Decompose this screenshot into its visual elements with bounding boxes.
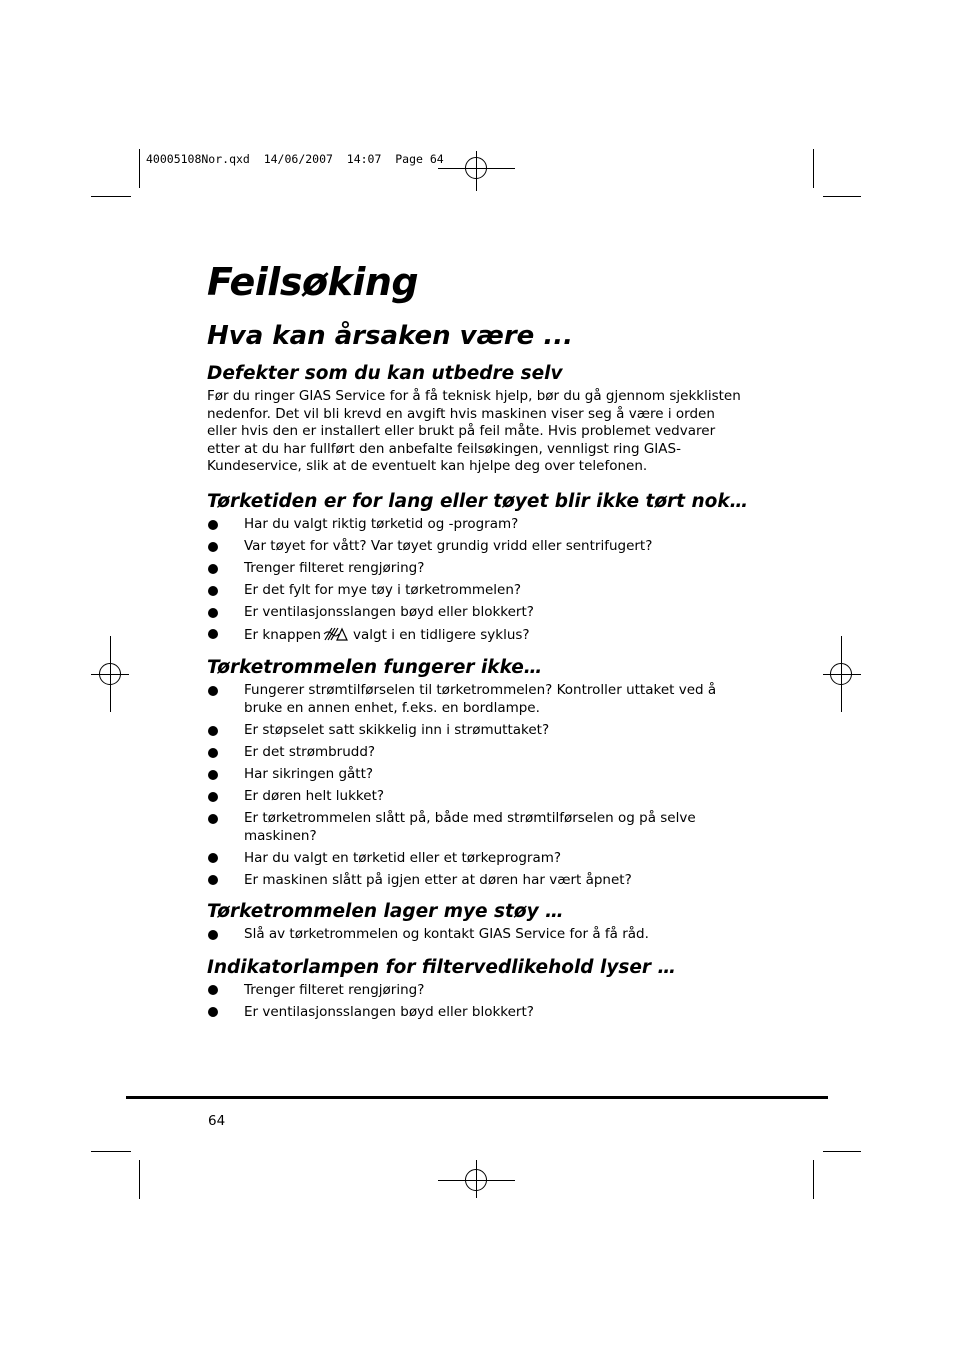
checklist-noise — [207, 926, 752, 944]
intro-line: etter at du har fullført den anbefalte feilsøkingen, vennligst ring GIAS- — [207, 440, 681, 457]
page-title: Feilsøking — [207, 260, 419, 304]
registration-circle — [465, 1169, 487, 1191]
bullet-icon — [208, 564, 218, 574]
registration-circle — [465, 157, 487, 179]
bullet-icon — [208, 629, 218, 639]
bullet-icon — [208, 930, 218, 940]
crop-mark — [813, 1160, 814, 1199]
bullet-icon — [208, 520, 218, 530]
bullet-icon — [208, 748, 218, 758]
list-item: Trenger filteret rengjøring? — [207, 560, 752, 578]
section-heading-noise: Tørketrommelen lager mye støy … — [207, 901, 564, 923]
checklist-drying-time — [207, 516, 752, 648]
checklist-not-working — [207, 682, 752, 889]
bullet-icon — [208, 985, 218, 995]
crop-mark — [813, 149, 814, 188]
crop-mark — [823, 196, 861, 197]
checklist-filter-lamp — [207, 982, 752, 1022]
intro-line: nedenfor. Det vil bli krevd en avgift hvis maskinen viser seg å være i orden — [207, 405, 715, 422]
list-item: Er ventilasjonsslangen bøyd eller blokkert? — [207, 1004, 752, 1022]
list-item: Har du valgt riktig tørketid og -program? — [207, 516, 752, 534]
list-item: Har sikringen gått? — [207, 766, 752, 784]
list-item: Trenger filteret rengjøring? — [207, 982, 752, 1000]
intro-line: Kundeservice, slik at de eventuelt kan hjelpe deg over telefonen. — [207, 458, 648, 475]
list-item: Er støpselet satt skikkelig inn i strømuttaket? — [207, 722, 752, 740]
bullet-icon — [208, 770, 218, 780]
list-item: Er tørketrommelen slått på, både med strømtilførselen og på selve maskinen? — [207, 810, 752, 845]
intro-line: eller hvis den er installert eller brukt på feil måte. Hvis problemet vedvarer — [207, 423, 716, 440]
list-item: Slå av tørketrommelen og kontakt GIAS Service for å få råd. — [207, 926, 752, 944]
bullet-icon — [208, 814, 218, 824]
registration-circle — [99, 663, 121, 685]
bullet-icon — [208, 726, 218, 736]
list-item: Har du valgt en tørketid eller et tørkeprogram? — [207, 850, 752, 868]
bullet-icon — [208, 1007, 218, 1017]
crop-mark — [139, 149, 140, 188]
bullet-icon — [208, 792, 218, 802]
intro-line: Før du ringer GIAS Service for å få teknisk hjelp, bør du gå gjennom sjekklisten — [207, 388, 741, 404]
page-content — [207, 258, 752, 1026]
page-subtitle: Hva kan årsaken være ... — [207, 321, 573, 351]
bullet-icon — [208, 686, 218, 696]
crop-mark — [91, 196, 131, 197]
page-number: 64 — [208, 1113, 226, 1129]
registration-circle — [830, 663, 852, 685]
crop-mark — [139, 1160, 140, 1199]
bullet-icon — [208, 586, 218, 596]
list-item: Er ventilasjonsslangen bøyd eller blokkert? — [207, 604, 752, 622]
list-item: Er det fylt for mye tøy i tørketrommelen? — [207, 582, 752, 600]
crop-mark — [91, 1151, 131, 1152]
list-item: Er knappen valgt i en tidligere syklus? — [207, 626, 752, 648]
list-item: Var tøyet for vått? Var tøyet grundig vridd eller sentrifugert? — [207, 538, 752, 556]
bullet-icon — [208, 875, 218, 885]
section-heading-filter-lamp: Indikatorlampen for filtervedlikehold lyser … — [207, 956, 676, 978]
bullet-icon — [208, 542, 218, 552]
section-heading-not-working: Tørketrommelen fungerer ikke… — [207, 657, 543, 679]
list-item: Er maskinen slått på igjen etter at døren har vært åpnet? — [207, 872, 752, 890]
footer-rule — [126, 1096, 828, 1099]
bullet-icon — [208, 608, 218, 618]
crop-mark — [823, 1151, 861, 1152]
list-item: Er døren helt lukket? — [207, 788, 752, 806]
anti-crease-icon — [323, 626, 349, 648]
section-heading-drying-time: Tørketiden er for lang eller tøyet blir ikke tørt nok… — [207, 490, 749, 512]
bullet-icon — [208, 853, 218, 863]
intro-paragraph — [207, 388, 752, 476]
list-item: Fungerer strømtilførselen til tørketrommelen? Kontroller uttaket ved å bruke en annen enhet, f.eks. en bordlampe. — [207, 682, 752, 717]
section-heading-intro: Defekter som du kan utbedre selv — [207, 363, 563, 384]
print-slug: 40005108Nor.qxd 14/06/2007 14:07 Page 64 — [146, 152, 444, 166]
list-item: Er det strømbrudd? — [207, 744, 752, 762]
